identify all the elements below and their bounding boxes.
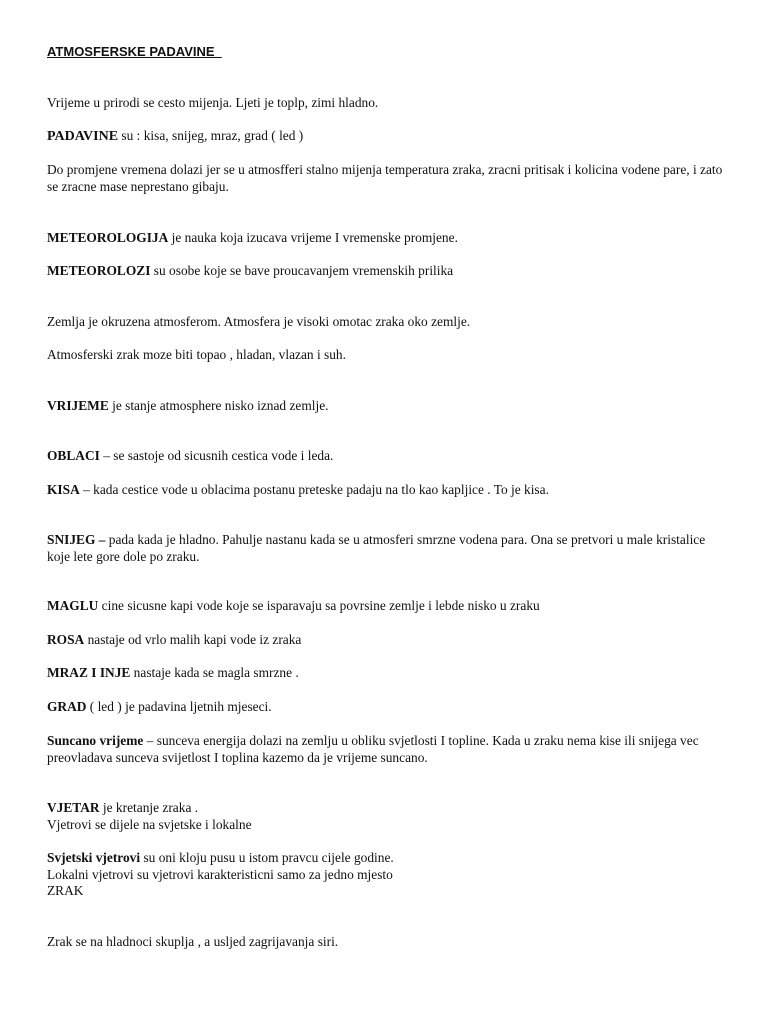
paragraph-mraz (47, 665, 723, 682)
definition-maglu: cine sicusne kapi vode koje se isparavaju sa povrsine zemlje i lebde nisko u zraku (98, 598, 540, 613)
definition-meteorologija: je nauka koja izucava vrijeme I vremenske promjene. (168, 230, 458, 245)
paragraph-grad (47, 699, 723, 716)
definition-vjetar: je kretanje zraka . (99, 800, 199, 815)
vjetrovi-line: Vjetrovi se dijele na svjetske i lokalne (47, 816, 252, 832)
term-meteorologija: METEOROLOGIJA (47, 230, 169, 245)
lokalni-vjetrovi-line: Lokalni vjetrovi su vjetrovi karakteristicni samo za jedno mjesto (47, 866, 393, 882)
definition-rosa: nastaje od vrlo malih kapi vode iz zraka (84, 632, 302, 647)
definition-svjetski-vjetrovi: su oni kloju pusu u istom pravcu cijele godine. (140, 850, 394, 865)
definition-mraz: nastaje kada se magla smrzne . (130, 665, 299, 680)
term-vrijeme: VRIJEME (47, 398, 109, 413)
paragraph-kisa (47, 482, 723, 499)
paragraph-atmosferski-zrak: Atmosferski zrak moze biti topao , hladan, vlazan i suh. (47, 347, 346, 362)
paragraph-vjetar (47, 800, 723, 833)
paragraph-oblaci (47, 448, 723, 465)
paragraph-intro: Vrijeme u prirodi se cesto mijenja. Ljeti je toplp, zimi hladno. (47, 95, 379, 110)
term-oblaci: OBLACI (47, 448, 100, 463)
zrak-heading: ZRAK (47, 883, 84, 898)
paragraph-weather-change: Do promjene vremena dolazi jer se u atmosfferi stalno mijenja temperatura zraka, zracni pritisak i kolicina vodene pare, i zato se zracne mase neprestano gibaju. (47, 162, 723, 194)
paragraph-padavine (47, 128, 723, 146)
definition-padavine: su : kisa, snijeg, mraz, grad ( led ) (118, 128, 304, 143)
paragraph-zrak: Zrak se na hladnoci skuplja , a usljed zagrijavanja siri. (47, 934, 339, 949)
term-suncano-vrijeme: Suncano vrijeme (47, 733, 144, 748)
term-vjetar: VJETAR (47, 800, 100, 815)
definition-meteorolozi: su osobe koje se bave proucavanjem vremenskih prilika (150, 263, 454, 278)
term-snijeg: SNIJEG – (47, 532, 106, 547)
definition-oblaci: – se sastoje od sicusnih cestica vode i leda. (99, 448, 334, 463)
definition-kisa: – kada cestice vode u oblacima postanu preteske padaju na tlo kao kapljice . To je kisa. (79, 482, 549, 497)
paragraph-svjetski-vjetrovi (47, 850, 723, 900)
paragraph-maglu (47, 598, 723, 615)
paragraph-suncano (47, 733, 723, 766)
term-rosa: ROSA (47, 632, 85, 647)
paragraph-meteorologija (47, 230, 723, 247)
term-padavine: PADAVINE (47, 129, 119, 144)
paragraph-snijeg (47, 532, 723, 565)
term-kisa: KISA (47, 482, 80, 497)
paragraph-vrijeme (47, 398, 723, 415)
term-grad: GRAD (47, 699, 87, 714)
term-svjetski-vjetrovi: Svjetski vjetrovi (47, 850, 141, 865)
definition-grad: ( led ) je padavina ljetnih mjeseci. (86, 699, 272, 714)
definition-suncano-vrijeme: – sunceva energija dolazi na zemlju u obliku svjetlosti I topline. Kada u zraku nema kise ili snijega vec preovladava sunceva svijetlost I toplina kazemo da je vrijeme suncano. (47, 733, 699, 765)
paragraph-atmosfera: Zemlja je okruzena atmosferom. Atmosfera je visoki omotac zraka oko zemlje. (47, 314, 471, 329)
term-mraz: MRAZ I INJE (47, 665, 131, 680)
page-title: ATMOSFERSKE PADAVINE (47, 44, 222, 59)
term-maglu: MAGLU (47, 598, 99, 613)
paragraph-rosa (47, 632, 723, 649)
term-meteorolozi: METEOROLOZI (47, 263, 151, 278)
definition-vrijeme: je stanje atmosphere nisko iznad zemlje. (108, 398, 329, 413)
paragraph-meteorolozi (47, 263, 723, 280)
definition-snijeg: pada kada je hladno. Pahulje nastanu kada se u atmosferi smrzne vodena para. Ona se pretvori u male kristalice koje lete gore dole po zraku. (47, 532, 706, 564)
